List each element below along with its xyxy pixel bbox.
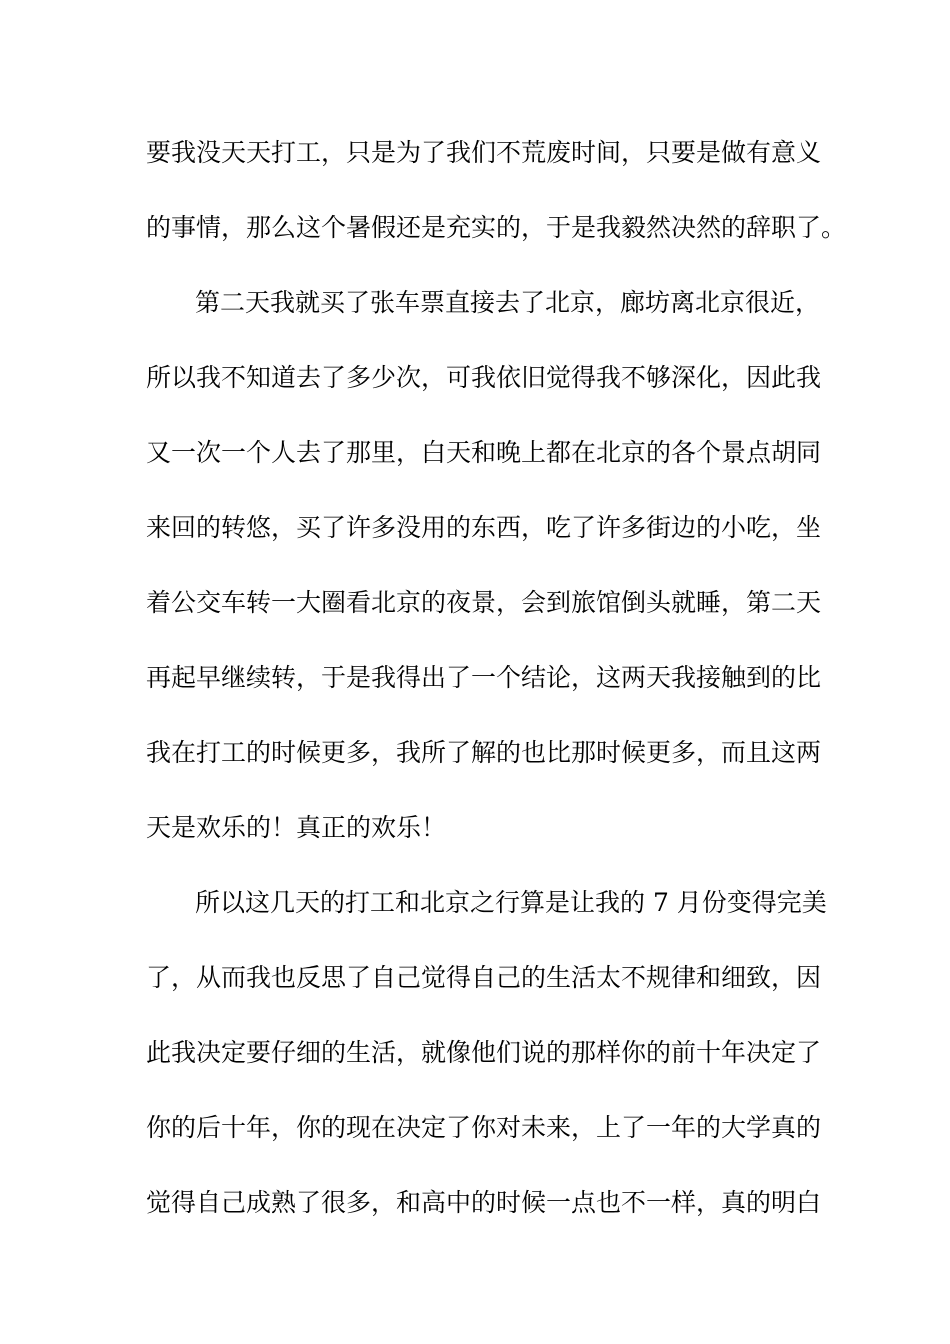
text-line: 着公交车转一大圈看北京的夜景，会到旅馆倒头就睡，第二天 — [146, 588, 822, 617]
paragraph-first-line: 第二天我就买了张车票直接去了北京，廊坊离北京很近， — [195, 288, 821, 317]
text-line: 了，从而我也反思了自己觉得自己的生活太不规律和细致，因 — [146, 963, 822, 992]
paragraph-last-line: 天是欢乐的！真正的欢乐！ — [146, 813, 447, 842]
text-line: 的事情，那么这个暑假还是充实的，于是我毅然决然的辞职了。 — [146, 213, 847, 242]
paragraph-first-line: 所以这几天的打工和北京之行算是让我的 7 月份变得完美 — [195, 888, 827, 917]
text-line: 我在打工的时候更多，我所了解的也比那时候更多，而且这两 — [146, 738, 822, 767]
text-line: 要我没天天打工，只是为了我们不荒废时间，只要是做有意义 — [146, 138, 822, 167]
text-line: 觉得自己成熟了很多，和高中的时候一点也不一样，真的明白 — [146, 1188, 822, 1217]
text-line: 再起早继续转，于是我得出了一个结论，这两天我接触到的比 — [146, 663, 822, 692]
text-line: 你的后十年，你的现在决定了你对未来，上了一年的大学真的 — [146, 1113, 822, 1142]
text-line: 所以我不知道去了多少次，可我依旧觉得我不够深化，因此我 — [146, 363, 822, 392]
text-line: 此我决定要仔细的生活，就像他们说的那样你的前十年决定了 — [146, 1038, 822, 1067]
text-line: 又一次一个人去了那里，白天和晚上都在北京的各个景点胡同 — [146, 438, 822, 467]
text-line: 来回的转悠，买了许多没用的东西，吃了许多街边的小吃，坐 — [146, 513, 822, 542]
